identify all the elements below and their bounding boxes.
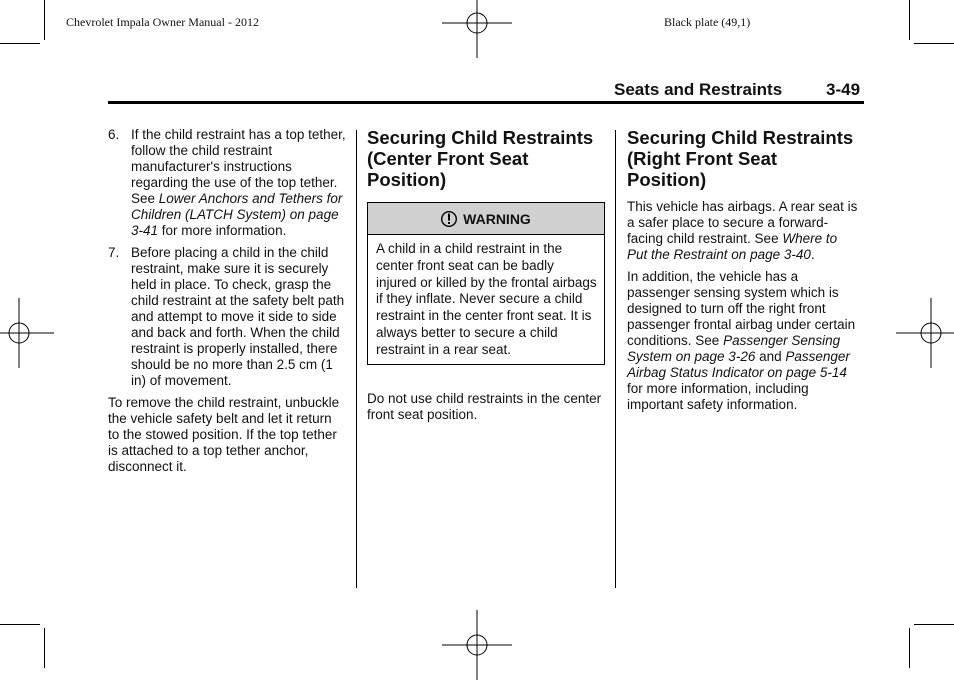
paragraph xyxy=(627,199,861,263)
warning-header xyxy=(368,203,604,235)
cross-reference-link[interactable]: Passenger Airbag Status Indicator on page 5-14 xyxy=(627,349,850,380)
crop-mark xyxy=(44,628,45,668)
column-divider xyxy=(615,130,616,588)
step-text: If the child restraint has a top tether, follow the child restraint manufacturer's instructions regarding the use of the top tether. See xyxy=(131,127,346,206)
crop-mark xyxy=(44,0,45,40)
crop-mark xyxy=(909,628,910,668)
cross-reference-link[interactable]: Where to Put the Restraint on page 3-40 xyxy=(627,231,838,262)
crop-mark xyxy=(914,624,954,625)
paragraph-text: In addition, the vehicle has a passenger sensing system which is designed to turn off the right front passenger frontal airbag under certain conditions. See xyxy=(627,269,856,348)
cross-reference-link[interactable]: Passenger Sensing System on page 3-26 xyxy=(627,333,841,364)
paragraph-text: This vehicle has airbags. A rear seat is a safer place to secure a forward-facing child restraint. See xyxy=(627,199,858,246)
step-text: Before placing a child in the child restraint, make sure it is securely held in place. To check, grasp the child restraint at the safety belt path and attempt to move it side to side and back and forth. When the child restraint is properly installed, there should be no more than 2.5 cm (1 in) of movement. xyxy=(131,245,345,388)
warning-box xyxy=(367,202,605,365)
warning-label: WARNING xyxy=(463,210,531,227)
section-heading: Securing Child Restraints (Center Front Seat Position) xyxy=(367,127,594,190)
crop-mark xyxy=(0,43,40,44)
registration-mark-icon xyxy=(0,298,54,368)
column-right xyxy=(627,127,861,413)
plate-label: Black plate (49,1) xyxy=(664,15,751,29)
registration-mark-icon xyxy=(442,610,512,680)
step-text: for more information. xyxy=(158,223,287,238)
list-item xyxy=(108,245,346,389)
manual-title: Chevrolet Impala Owner Manual - 2012 xyxy=(66,15,259,29)
cross-reference-link[interactable]: Lower Anchors and Tethers for Children (LATCH System) on page 3-41 xyxy=(131,191,343,238)
step-number: 6. xyxy=(108,127,120,142)
column-divider xyxy=(356,130,357,588)
crop-mark xyxy=(914,43,954,44)
header-rule xyxy=(108,101,864,104)
step-list xyxy=(108,127,346,389)
paragraph-text: for more information, including important safety information. xyxy=(627,381,809,412)
warning-text: A child in a child restraint in the center front seat can be badly injured or killed by the frontal airbags if they inflate. Never secure a child restraint in the center front seat. It is always better to secure a child restraint in a rear seat. xyxy=(376,241,597,357)
list-item xyxy=(108,127,346,239)
section-heading: Securing Child Restraints (Right Front Seat Position) xyxy=(627,127,854,190)
paragraph-text: and xyxy=(755,349,786,364)
step-number: 7. xyxy=(108,245,120,260)
column-center xyxy=(367,127,605,423)
paragraph: To remove the child restraint, unbuckle the vehicle safety belt and let it return to the stowed position. If the top tether is attached to a top tether anchor, disconnect it. xyxy=(108,395,340,474)
crop-mark xyxy=(0,624,40,625)
registration-mark-icon xyxy=(896,298,954,368)
page-number: 3-49 xyxy=(826,80,861,99)
paragraph: Do not use child restraints in the center front seat position. xyxy=(367,390,602,422)
paragraph-text: . xyxy=(810,247,815,262)
crop-mark xyxy=(909,0,910,40)
paragraph xyxy=(627,269,861,413)
section-title: Seats and Restraints xyxy=(614,80,783,99)
registration-mark-icon xyxy=(442,0,512,58)
column-left xyxy=(108,127,346,475)
warning-icon xyxy=(441,210,457,228)
